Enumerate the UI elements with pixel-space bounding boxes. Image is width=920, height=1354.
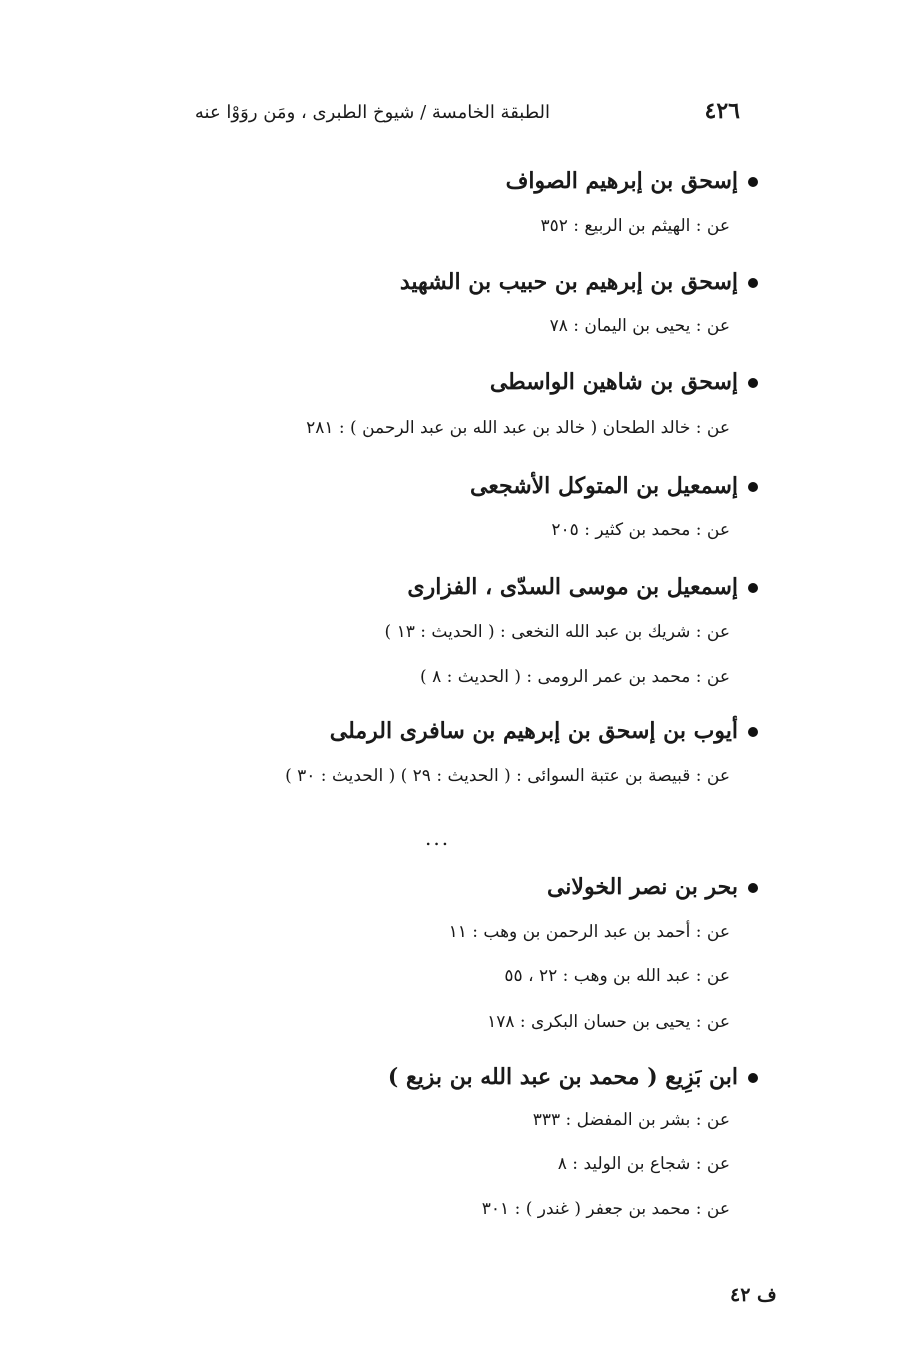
entry-name: إسمعيل بن موسى السدّى ، الفزارى — [407, 574, 758, 600]
entry-name: إسحق بن إبرهيم الصواف — [506, 168, 758, 194]
reference-line: عن : بشر بن المفضل : ٣٣٣ — [532, 1110, 730, 1130]
bullet-icon — [748, 883, 758, 893]
reference-line: عن : يحيى بن حسان البكرى : ١٧٨ — [487, 1012, 730, 1032]
signature-mark: ف ٤٢ — [730, 1284, 777, 1306]
bullet-icon — [748, 583, 758, 593]
reference-line: عن : يحيى بن اليمان : ٧٨ — [549, 316, 730, 336]
entry-name: ابن بَزِيع ( محمد بن عبد الله بن بزيع ) — [388, 1064, 758, 1090]
reference-line: عن : شريك بن عبد الله النخعى : ( الحديث : ١٣ ) — [384, 622, 730, 642]
entry-name: إسمعيل بن المتوكل الأشجعى — [470, 473, 758, 499]
reference-line: عن : عبد الله بن وهب : ٢٢ ، ٥٥ — [504, 966, 730, 986]
bullet-icon — [748, 378, 758, 388]
reference-line: عن : أحمد بن عبد الرحمن بن وهب : ١١ — [448, 922, 730, 942]
running-title: الطبقة الخامسة / شيوخ الطبرى ، ومَن روَوْا عنه — [194, 102, 550, 123]
bullet-icon — [748, 278, 758, 288]
entry-name: أيوب بن إسحق بن إبرهيم بن سافرى الرملى — [330, 718, 758, 744]
bullet-icon — [748, 1073, 758, 1083]
reference-line: عن : محمد بن كثير : ٢٠٥ — [551, 520, 730, 540]
page-number: ٤٢٦ — [704, 98, 740, 124]
bullet-icon — [748, 482, 758, 492]
bullet-icon — [748, 177, 758, 187]
entry-name: إسحق بن شاهين الواسطى — [490, 369, 758, 395]
entry-name: بحر بن نصر الخولانى — [547, 874, 758, 900]
section-separator: ... — [425, 826, 451, 850]
reference-line: عن : محمد بن عمر الرومى : ( الحديث : ٨ ) — [420, 667, 730, 687]
reference-line: عن : محمد بن جعفر ( غندر ) : ٣٠١ — [481, 1199, 730, 1219]
page-header — [194, 98, 740, 134]
reference-line: عن : خالد الطحان ( خالد بن عبد الله بن عبد الرحمن ) : ٢٨١ — [306, 418, 730, 438]
reference-line: عن : الهيثم بن الربيع : ٣٥٢ — [540, 216, 730, 236]
reference-line: عن : شجاع بن الوليد : ٨ — [557, 1154, 730, 1174]
reference-line: عن : قبيصة بن عتبة السوائى : ( الحديث : ٢٩ ) ( الحديث : ٣٠ ) — [285, 766, 730, 786]
bullet-icon — [748, 727, 758, 737]
entry-name: إسحق بن إبرهيم بن حبيب بن الشهيد — [400, 269, 758, 295]
